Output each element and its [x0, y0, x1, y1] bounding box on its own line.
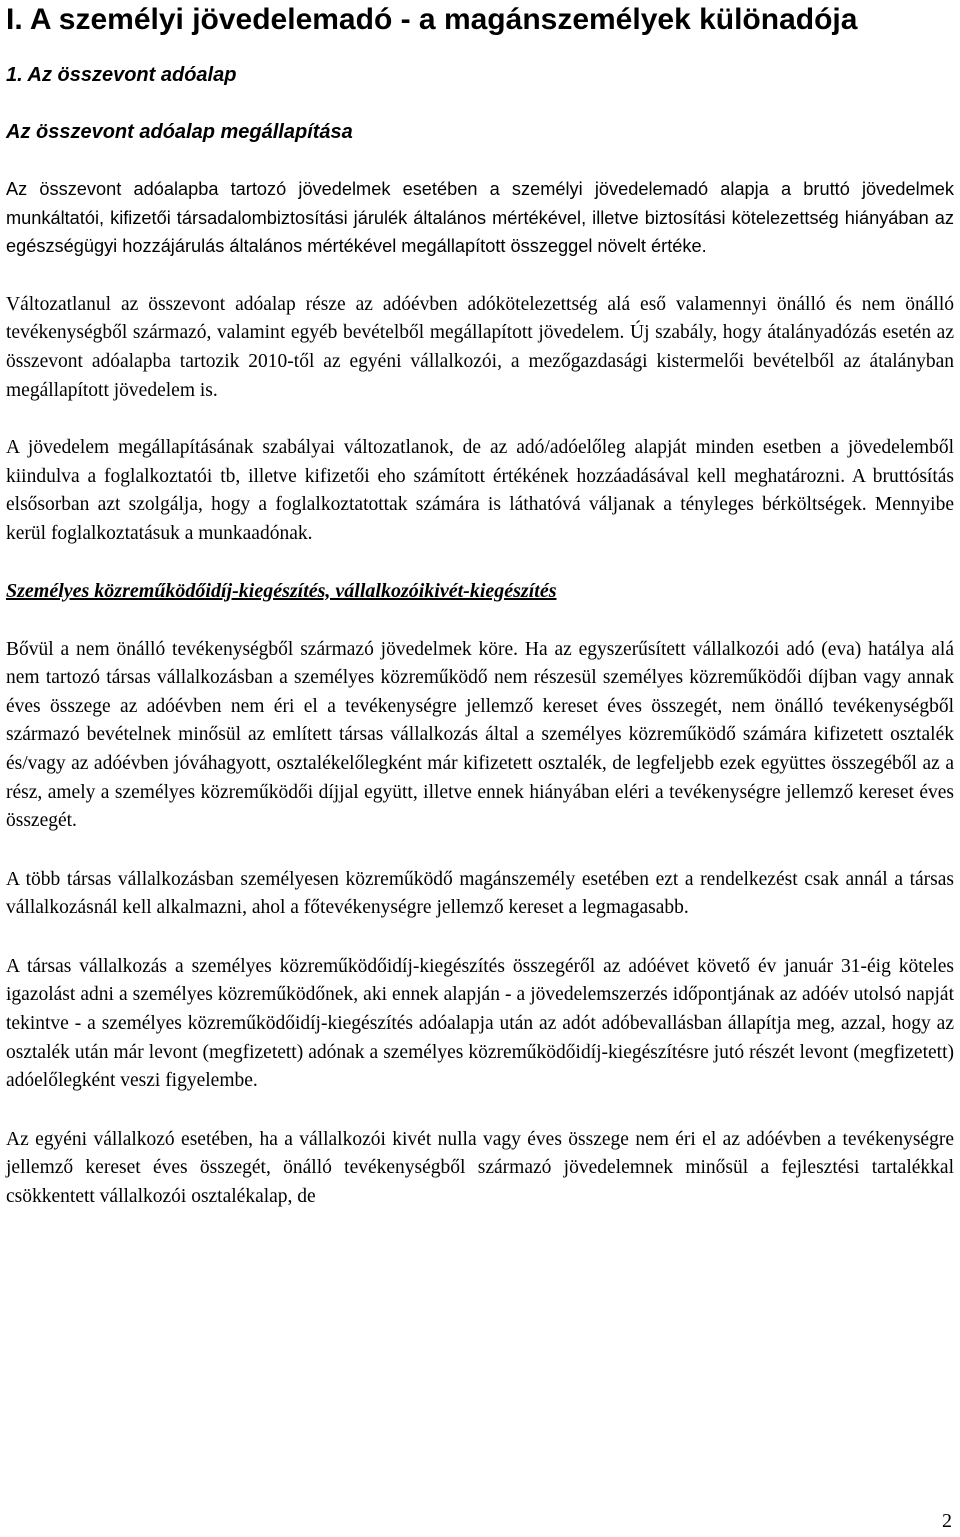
- section-title: 1. Az összevont adóalap: [6, 64, 237, 86]
- paragraph: Az összevont adóalapba tartozó jövedelmek esetében a személyi jövedelemadó alapja a bruttó jövedelmek munkáltatói, kifizetői társadalombiztosítási járulék általános mértékével, illetve biztosítási kötelezettség hiányában az egészségügyi hozzájárulás általános mértékével megállapított összeggel növelt értéke.: [6, 179, 954, 257]
- main-title: I. A személyi jövedelemadó - a magánszemélyek különadója: [6, 3, 858, 36]
- paragraph: Az egyéni vállalkozó esetében, ha a vállalkozói kivét nulla vagy éves összege nem éri el az adóévben a tevékenységre jellemző kereset éves összegét, önálló tevékenységből származó jövedelemnek minősül a fejlesztési tartalékkal csökkentett vállalkozói osztalékalap, de: [6, 1128, 954, 1208]
- page-number: 2: [942, 1510, 952, 1532]
- subsection-title-adoalap: Az összevont adóalap megállapítása: [6, 121, 353, 143]
- paragraph: A jövedelem megállapításának szabályai változatlanok, de az adó/adóelőleg alapját minden esetben a jövedelemből kiindulva a foglalkoztatói tb, illetve kifizetői eho számított értékének hozzáadásával kell meghatározni. A bruttósítás elsősorban azt szolgálja, hogy a foglalkoztatottak számára is láthatóvá váljanak a tényleges bérköltségek. Mennyibe kerül foglalkoztatásuk a munkaadónak.: [6, 437, 954, 544]
- paragraph: Bővül a nem önálló tevékenységből származó jövedelmek köre. Ha az egyszerűsített vállalkozói adó (eva) hatálya alá nem tartozó társas vállalkozásban a személyes közreműködő nem részesül személyes közreműködői díjban vagy annak éves összege az adóévben nem éri el a tevékenységre jellemző kereset éves összegét, nem önálló tevékenységből származó bevételnek minősül az említett társas vállalkozás által a személyes közreműködő számára kifizetett osztalék és/vagy az adóévben jóváhagyott, osztalékelőlegként már kifizetett osztalék, de legfeljebb ezek együttes összegéből az a rész, amely a személyes közreműködői díjjal együtt, illetve ennek hiányában eléri a tevékenységre jellemző kereset éves összegét.: [6, 638, 954, 832]
- subsection-title-kiegeszites: Személyes közreműködőidíj-kiegészítés, vállalkozóikivét-kiegészítés: [6, 579, 557, 602]
- paragraph: A társas vállalkozás a személyes közreműködőidíj-kiegészítés összegéről az adóévet követő év január 31-éig köteles igazolást adni a személyes közreműködőnek, aki ennek alapján - a jövedelemszerzés időpontjának az adóév utolsó napját tekintve - a személyes közreműködőidíj-kiegészítés adóalapja után az adót adóbevallásban állapítja meg, azzal, hogy az osztalék után már levont (megfizetett) adónak a személyes közreműködőidíj-kiegészítésre jutó részét levont (megfizetett) adóelőlegként veszi figyelembe.: [6, 955, 954, 1092]
- paragraph: Változatlanul az összevont adóalap része az adóévben adókötelezettség alá eső valamennyi önálló és nem önálló tevékenységből származó, valamint egyéb bevételből megállapított jövedelem. Új szabály, hogy átalányadózás esetén az összevont adóalapba tartozik 2010-től az egyéni vállalkozói, a mezőgazdasági kistermelői bevételből az átalányban megállapított jövedelem is.: [6, 293, 954, 401]
- paragraph: A több társas vállalkozásban személyesen közreműködő magánszemély esetében ezt a rendelkezést csak annál a társas vállalkozásnál kell alkalmazni, ahol a főtevékenységre jellemző kereset a legmagasabb.: [6, 868, 954, 919]
- document-page: [6, 0, 954, 1212]
